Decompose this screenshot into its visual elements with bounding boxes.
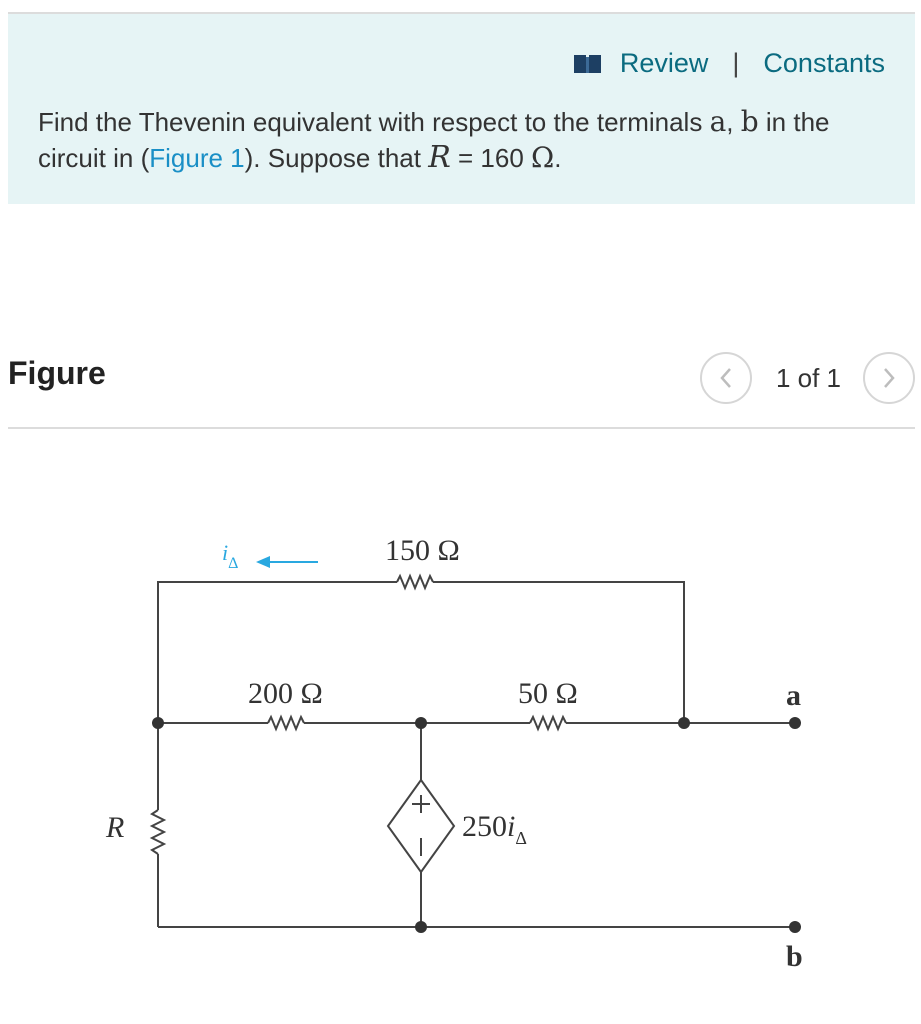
terminal-b-label: b <box>786 940 803 973</box>
circuit-wires <box>152 576 795 927</box>
terminal-b: b <box>740 105 759 138</box>
figure-link[interactable]: Figure 1 <box>149 143 245 173</box>
link-separator: | <box>732 48 740 78</box>
period: . <box>554 143 562 173</box>
problem-text-2: in the circuit in ( <box>38 107 830 173</box>
terminal-b-dot <box>789 921 801 933</box>
node-left <box>152 717 164 729</box>
terminal-a-label: a <box>786 679 801 712</box>
current-label: $i_\Delta$ <box>222 540 239 572</box>
source-label: $250i_\Delta$ <box>462 810 527 848</box>
source-polarity <box>412 795 430 856</box>
resistor-r-zigzag <box>152 810 164 854</box>
terminal-a-dot <box>789 717 801 729</box>
node-right <box>678 717 690 729</box>
resistor-50-label: 50 Ω <box>518 677 578 710</box>
constants-link[interactable]: Constants <box>763 48 885 78</box>
ohm-unit: Ω <box>531 141 555 174</box>
problem-text-3: ). Suppose that <box>244 143 429 173</box>
terminal-a: a <box>709 105 727 138</box>
r-symbol: R <box>428 140 451 175</box>
resistor-200-zigzag <box>268 717 304 729</box>
comma: , <box>726 107 741 137</box>
current-arrow <box>256 556 318 568</box>
review-link[interactable]: Review <box>619 48 709 78</box>
r-value: = 160 <box>450 143 532 173</box>
node-middle <box>415 717 427 729</box>
page-indicator: 1 of 1 <box>775 362 841 393</box>
resistor-50-zigzag <box>530 717 566 729</box>
node-bottom <box>415 921 427 933</box>
resistor-150-zigzag <box>397 576 433 588</box>
dependent-source-diamond <box>388 780 454 872</box>
problem-text-1: Find the Thevenin equivalent with respect to the terminals <box>38 107 710 137</box>
resistor-r-label: R <box>106 811 125 844</box>
resistor-200-label: 200 Ω <box>248 677 323 710</box>
figure-heading: Figure <box>8 355 106 391</box>
resistor-150-label: 150 Ω <box>385 534 460 567</box>
